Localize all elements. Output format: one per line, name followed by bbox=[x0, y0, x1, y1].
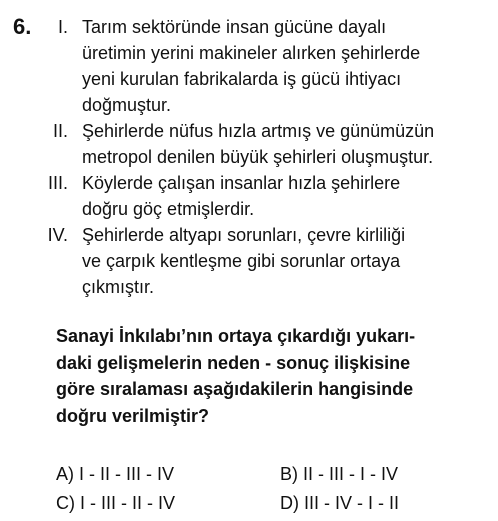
statement-2-line-2: metropol denilen büyük şehirleri oluşmuştur. bbox=[82, 147, 434, 167]
option-d[interactable]: D) III - IV - I - II bbox=[280, 493, 399, 513]
option-b[interactable]: B) II - III - I - IV bbox=[280, 464, 399, 484]
statement-1-line-1: Tarım sektöründe insan gücüne dayalı bbox=[82, 17, 387, 37]
prompt-line-1: Sanayi İnkılabı’nın ortaya çıkardığı yukarı- bbox=[56, 326, 416, 346]
statement-1-line-4: doğmuştur. bbox=[82, 95, 172, 115]
statement-1-line-3: yeni kurulan fabrikalarda iş gücü ihtiyacı bbox=[82, 69, 402, 89]
statement-4-line-3: çıkmıştır. bbox=[82, 277, 154, 297]
question-number: 6. bbox=[13, 14, 32, 39]
statement-1 bbox=[0, 14, 498, 118]
statement-2-line-1: Şehirlerde nüfus hızla artmış ve günümüzün bbox=[82, 121, 435, 141]
option-c[interactable]: C) I - III - II - IV bbox=[56, 493, 175, 513]
statement-3 bbox=[0, 170, 498, 222]
statement-3-line-1: Köylerde çalışan insanlar hızla şehirlere bbox=[82, 173, 401, 193]
statement-4-text bbox=[82, 222, 492, 300]
prompt-line-3: göre sıralaması aşağıdakilerin hangisinde bbox=[56, 379, 414, 399]
statement-3-text bbox=[82, 170, 492, 222]
statement-1-line-2: üretimin yerini makineler alırken şehirlerde bbox=[82, 43, 421, 63]
option-a[interactable]: A) I - II - III - IV bbox=[56, 464, 175, 484]
statement-3-line-2: doğru göç etmişlerdir. bbox=[82, 199, 255, 219]
statement-2-text bbox=[82, 118, 492, 170]
statement-list bbox=[0, 14, 498, 300]
statement-1-text bbox=[82, 14, 492, 118]
statement-2 bbox=[0, 118, 498, 170]
prompt-line-2: daki gelişmelerin neden - sonuç ilişkisine bbox=[56, 352, 411, 373]
statement-3-numeral: III. bbox=[47, 173, 68, 193]
prompt-line-4: doğru verilmiştir? bbox=[56, 405, 210, 426]
statement-4 bbox=[0, 222, 498, 300]
statement-4-line-1: Şehirlerde altyapı sorunları, çevre kirliliği bbox=[82, 225, 406, 245]
statement-1-numeral: I. bbox=[57, 17, 68, 37]
question-prompt bbox=[56, 323, 486, 429]
statement-4-line-2: ve çarpık kentleşme gibi sorunlar ortaya bbox=[82, 251, 401, 271]
statement-4-numeral: IV. bbox=[47, 225, 68, 245]
statement-2-numeral: II. bbox=[52, 121, 68, 141]
